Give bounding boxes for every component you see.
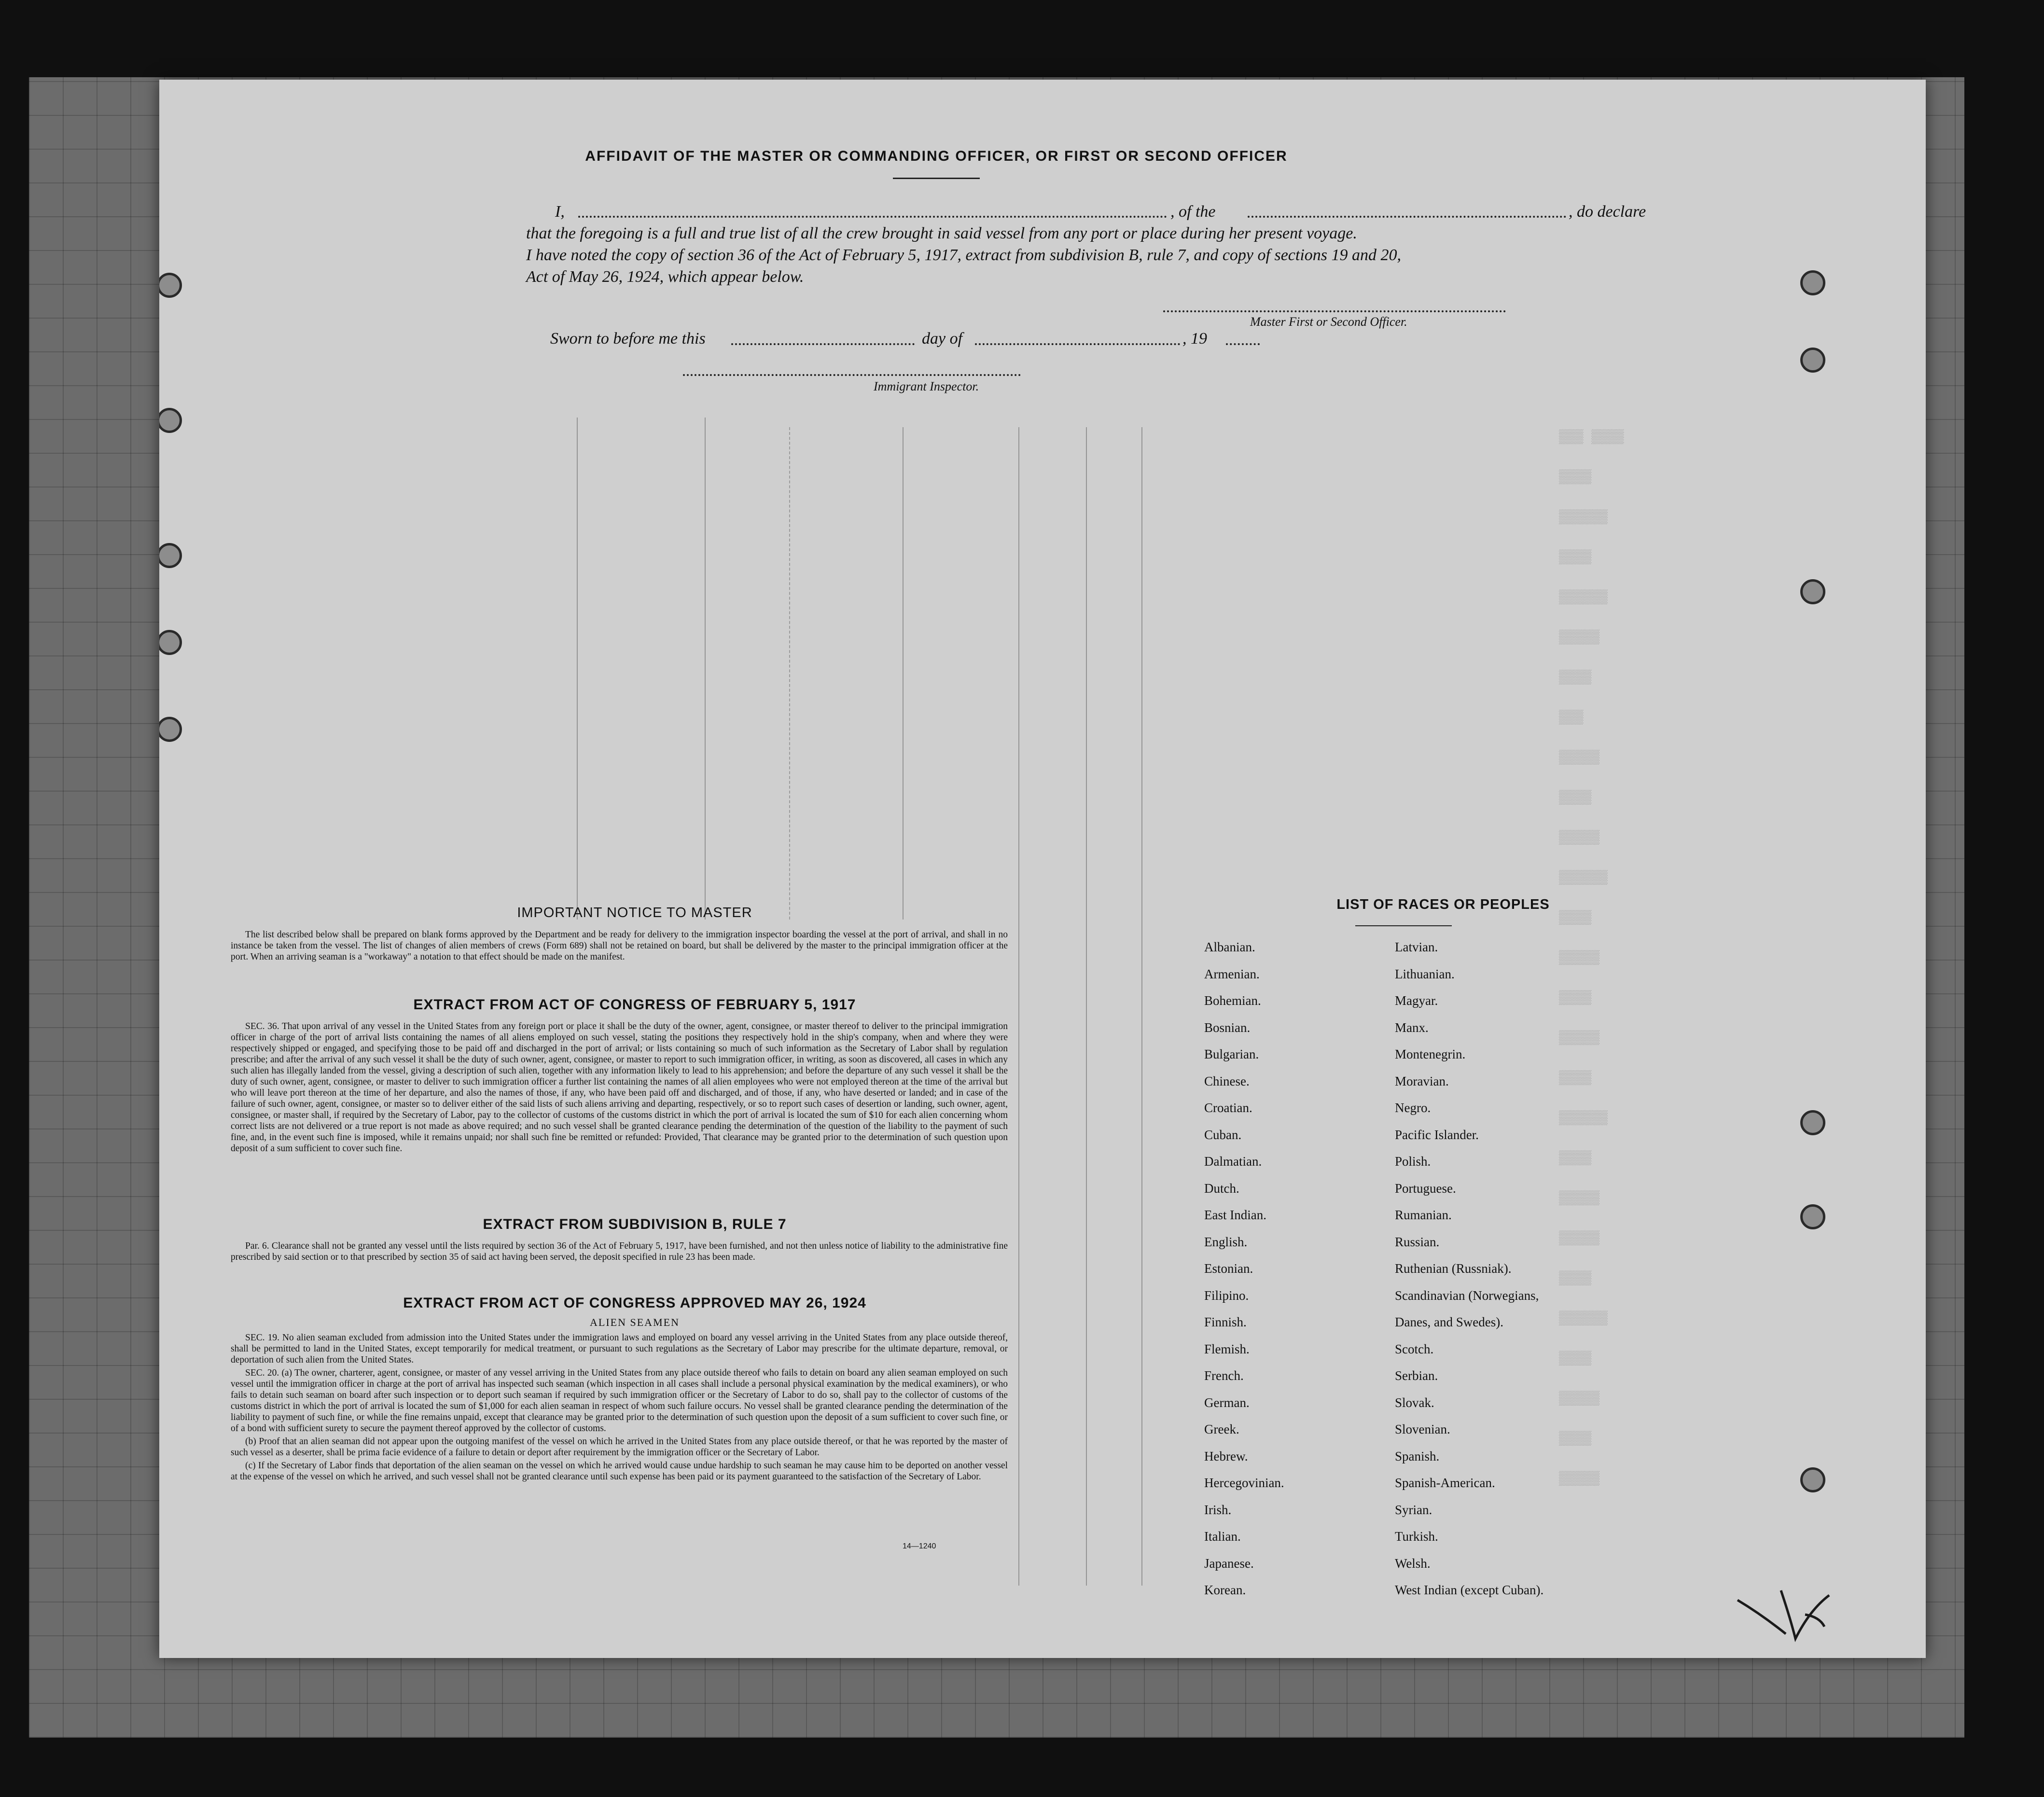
- extract-1917-text: [231, 1021, 1008, 1156]
- race-item: Cuban.: [1204, 1127, 1242, 1142]
- name-blank: [578, 216, 1167, 218]
- race-item: Hercegovinian.: [1204, 1476, 1284, 1490]
- manifest-page: [159, 80, 1926, 1658]
- binder-hole: [1800, 1110, 1825, 1135]
- race-item: Scandinavian (Norwegians,: [1395, 1288, 1539, 1303]
- race-item: Magyar.: [1395, 993, 1438, 1008]
- sec-20b-paragraph: (b) Proof that an alien seaman did not appear upon the outgoing manifest of the vessel on which he arrived in the United States from any place outside thereof, or that he was reported by the master of such vessel as a deserter, shall be prima facie evidence of a failure to detain or deport after requirement by the immigration officer or the Secretary of Labor.: [231, 1436, 1008, 1458]
- alien-seamen-subtitle: ALIEN SEAMEN: [590, 1316, 680, 1328]
- handwritten-check-mark: [1733, 1581, 1839, 1644]
- race-item: Greek.: [1204, 1422, 1239, 1436]
- race-item: East Indian.: [1204, 1208, 1266, 1222]
- race-item: Polish.: [1395, 1154, 1431, 1169]
- extract-rule7-title: EXTRACT FROM SUBDIVISION B, RULE 7: [483, 1216, 787, 1232]
- races-right-column: [1395, 934, 1543, 1604]
- race-item: Filipino.: [1204, 1288, 1249, 1303]
- race-item: Syrian.: [1395, 1502, 1432, 1517]
- bleed-through-text: ▒▒▒ ▒▒▒▒ ▒▒▒▒ ▒▒▒▒▒▒ ▒▒▒▒ ▒▒▒▒▒▒ ▒▒▒▒▒ ▒▒▒▒ ▒▒▒ ▒▒▒▒▒ ▒▒▒▒ ▒▒▒▒▒ ▒▒▒▒▒▒ ▒▒▒▒ ▒▒▒▒▒ ▒▒▒▒ ▒▒▒▒▒ ▒▒▒▒ ▒▒▒▒▒▒ ▒▒▒▒ ▒▒▒▒▒ ▒▒▒▒▒ ▒▒▒▒ ▒▒▒▒▒▒ ▒▒▒▒ ▒▒▒▒▒ ▒▒▒▒ ▒▒▒▒▒: [1559, 430, 1624, 1487]
- inspector-signature-line: [683, 374, 1021, 376]
- par-6-paragraph: Par. 6. Clearance shall not be granted any vessel until the lists required by section 36 of the Act of February 5, 1917, have been furnished, and not then unless notice of liability to the administrative fine prescribed by said section or to that prescribed by section 35 of said act having been served, the deposit specified in rule 23 has been made.: [231, 1241, 1008, 1262]
- affidavit-line-4: Act of May 26, 1924, which appear below.: [526, 268, 804, 286]
- bleed-through-line: [1141, 427, 1142, 1586]
- race-item: Hebrew.: [1204, 1449, 1248, 1463]
- race-item: Danes, and Swedes).: [1395, 1315, 1503, 1329]
- extract-1917-title: EXTRACT FROM ACT OF CONGRESS OF FEBRUARY 5, 1917: [413, 997, 856, 1013]
- race-item: Croatian.: [1204, 1100, 1252, 1115]
- race-item: Pacific Islander.: [1395, 1127, 1479, 1142]
- race-item: Italian.: [1204, 1529, 1241, 1544]
- bleed-through-line: [1086, 427, 1087, 1586]
- race-item: Serbian.: [1395, 1368, 1438, 1383]
- vessel-blank: [1248, 216, 1566, 218]
- race-item: West Indian (except Cuban).: [1395, 1583, 1544, 1597]
- binder-hole: [1800, 1204, 1825, 1229]
- race-item: Welsh.: [1395, 1556, 1431, 1571]
- sworn-year-blank: [1226, 343, 1260, 345]
- sworn-year-label: , 19: [1182, 330, 1207, 348]
- race-item: Dutch.: [1204, 1181, 1239, 1196]
- notice-paragraph: The list described below shall be prepared on blank forms approved by the Department and be ready for delivery to the immigration inspector boarding the vessel at the port of arrival, and shall in no instance be taken from the vessel. The list of changes of alien members of crews (Form 689) shall not be retained on board, but shall be delivered by the master to the principal immigration officer at the port. When an arriving seaman is a "workaway" a notation to that effect should be made on the manifest.: [231, 930, 1008, 962]
- race-item: Spanish-American.: [1395, 1476, 1495, 1490]
- race-item: Slovenian.: [1395, 1422, 1450, 1436]
- race-item: Russian.: [1395, 1234, 1440, 1249]
- binder-hole: [1800, 270, 1825, 295]
- races-title-rule: [1355, 925, 1452, 926]
- binder-hole: [159, 273, 182, 298]
- affidavit-declare-label: , do declare: [1569, 203, 1646, 221]
- races-title: LIST OF RACES OR PEOPLES: [1336, 897, 1550, 912]
- binder-hole: [159, 717, 182, 742]
- race-item: Ruthenian (Russniak).: [1395, 1261, 1512, 1276]
- master-signature-line: [1163, 310, 1506, 312]
- race-item: Armenian.: [1204, 966, 1260, 981]
- race-item: Montenegrin.: [1395, 1047, 1466, 1061]
- bleed-through-line: [903, 427, 904, 919]
- affidavit-line-3: I have noted the copy of section 36 of the Act of February 5, 1917, extract from subdivision B, rule 7, and copy of sections 19 and 20,: [526, 246, 1402, 264]
- bleed-through-line: [577, 418, 578, 919]
- form-number: 14—1240: [903, 1542, 936, 1550]
- extract-1924-text: [231, 1332, 1008, 1484]
- extract-1924-title: EXTRACT FROM ACT OF CONGRESS APPROVED MAY 26, 1924: [403, 1295, 866, 1311]
- binder-hole: [1800, 579, 1825, 604]
- race-item: Negro.: [1395, 1100, 1431, 1115]
- race-item: Scotch.: [1395, 1341, 1434, 1356]
- race-item: Turkish.: [1395, 1529, 1438, 1544]
- sec-20c-paragraph: (c) If the Secretary of Labor finds that deportation of the alien seaman on the vessel on which he arrived would cause undue hardship to such seaman he may cause him to be deported on another vessel at the expense of the vessel on which he arrived, and such vessel shall not be granted clearance until such expense has been paid or its payment guaranteed to the satisfaction of the Secretary of Labor.: [231, 1461, 1008, 1482]
- race-item: English.: [1204, 1234, 1248, 1249]
- sec-36-paragraph: SEC. 36. That upon arrival of any vessel in the United States from any foreign port or place it shall be the duty of the owner, agent, consignee, or master thereof to deliver to the principal immigration officer in charge of the port of arrival lists containing the names of all aliens employed on such vessel, stating the positions they respectively hold in the ship's company, when and where they were respectively shipped or engaged, and specifying those to be paid off and discharged in the port of arrival; or lists containing so much of such information as the Secretary of Labor shall by regulation prescribe; and after the arrival of any such vessel it shall be the duty of such owner, agent, consignee, or master to report to such immigration officer, in writing, as soon as discovered, all cases in which any such alien has illegally landed from the vessel, giving a description of such alien, together with any information likely to lead to his apprehension; and before the departure of any such vessel it shall be the duty of such owner, agent, consignee, or master to deliver to such immigration officer a further list containing the names of all alien employees who were not employed thereon at the time of the arrival but who will leave port thereon at the time of her departure, and also the names of those, if any, who have been paid off and discharged, and of those, if any, who have deserted or landed; and in case of the failure of such owner, agent, consignee, or master so to deliver either of the said lists of such aliens arriving and departing, respectively, or so to report such cases of desertion or landing, such owner, agent, consignee, or master shall, if required by the Secretary of Labor, pay to the collector of customs of the customs district in which the port of arrival is located the sum of $10 for each alien concerning whom correct lists are not delivered or a true report is not made as above required; and no such vessel shall be granted clearance pending the determination of the question of the liability to the payment of such fine, and, in the event such fine is imposed, while it remains unpaid; nor shall such fine be remitted or refunded: Provided, That clearance may be granted prior to the determination of such question upon deposit of a sum sufficient to cover such fine.: [231, 1021, 1008, 1154]
- race-item: Chinese.: [1204, 1073, 1250, 1088]
- race-item: Albanian.: [1204, 940, 1255, 954]
- master-caption: Master First or Second Officer.: [1250, 315, 1407, 329]
- race-item: Spanish.: [1395, 1449, 1440, 1463]
- race-item: Bosnian.: [1204, 1020, 1251, 1035]
- race-item: Korean.: [1204, 1583, 1246, 1597]
- sworn-day-blank: [731, 343, 915, 345]
- race-item: Moravian.: [1395, 1073, 1449, 1088]
- sec-19-paragraph: SEC. 19. No alien seaman excluded from admission into the United States under the immigration laws and employed on board any vessel arriving in the United States from any place outside thereof, shall be permitted to land in the United States, except temporarily for medical treatment, or pursuant to such regulations as the Secretary of Labor may prescribe for the ultimate departure, removal, or deportation of such alien from the United States.: [231, 1333, 1008, 1365]
- race-item: Bohemian.: [1204, 993, 1261, 1008]
- extract-rule7-text: [231, 1240, 1008, 1265]
- race-item: Irish.: [1204, 1502, 1232, 1517]
- race-item: German.: [1204, 1395, 1250, 1410]
- race-item: French.: [1204, 1368, 1244, 1383]
- race-item: Flemish.: [1204, 1341, 1250, 1356]
- bleed-through-line: [789, 427, 790, 919]
- bleed-through-line: [1018, 427, 1019, 1586]
- race-item: Rumanian.: [1395, 1208, 1452, 1222]
- binder-hole: [159, 630, 182, 655]
- race-item: Lithuanian.: [1395, 966, 1455, 981]
- notice-title: IMPORTANT NOTICE TO MASTER: [517, 905, 752, 920]
- sec-20a-paragraph: SEC. 20. (a) The owner, charterer, agent, consignee, or master of any vessel arriving in the United States from any place outside thereof who fails to detain on board any alien seaman employed on such vessel until the immigration officer in charge at the port of arrival has inspected such seaman (which inspection in all cases shall include a personal physical examination by the medical examiners), or who fails to detain such seaman on board after such inspection or to deport such seaman if required by such immigration officer or the Secretary of Labor to do so, shall pay to the collector of customs of the customs district in which the port of arrival is located the sum of $1,000 for each alien seaman in respect of whom such failure occurs. No vessel shall be granted clearance pending the determination of the liability to payment of such fine, or while the fine remains unpaid, except that clearance may be granted prior to the determination of such question upon the deposit of a sum sufficient to cover such fine, or of a bond with sufficient surety to secure the payment thereof approved by the collector of customs.: [231, 1368, 1008, 1434]
- race-item: Slovak.: [1395, 1395, 1434, 1410]
- affidavit-title: AFFIDAVIT OF THE MASTER OR COMMANDING OFFICER, OR FIRST OR SECOND OFFICER: [585, 148, 1288, 164]
- affidavit-i-label: I,: [555, 203, 565, 221]
- affidavit-line-2: that the foregoing is a full and true list of all the crew brought in said vessel from any port or place during her present voyage.: [526, 224, 1357, 242]
- affidavit-of-label: , of the: [1170, 203, 1216, 221]
- race-item: Portuguese.: [1395, 1181, 1456, 1196]
- race-item: Finnish.: [1204, 1315, 1247, 1329]
- race-item: Japanese.: [1204, 1556, 1254, 1571]
- sworn-month-blank: [975, 343, 1180, 345]
- notice-text: [231, 929, 1008, 964]
- binder-hole: [159, 543, 182, 568]
- inspector-caption: Immigrant Inspector.: [874, 379, 979, 393]
- race-item: Latvian.: [1395, 940, 1438, 954]
- title-rule: [893, 178, 980, 179]
- binder-hole: [159, 408, 182, 433]
- sworn-label: Sworn to before me this: [550, 330, 706, 348]
- bleed-through-line: [705, 418, 706, 919]
- race-item: Estonian.: [1204, 1261, 1253, 1276]
- race-item: Manx.: [1395, 1020, 1429, 1035]
- race-item: Bulgarian.: [1204, 1047, 1259, 1061]
- binder-hole: [1800, 1467, 1825, 1492]
- races-left-column: [1204, 934, 1284, 1604]
- race-item: Dalmatian.: [1204, 1154, 1262, 1169]
- sworn-day-label: day of: [922, 330, 963, 348]
- binder-hole: [1800, 348, 1825, 373]
